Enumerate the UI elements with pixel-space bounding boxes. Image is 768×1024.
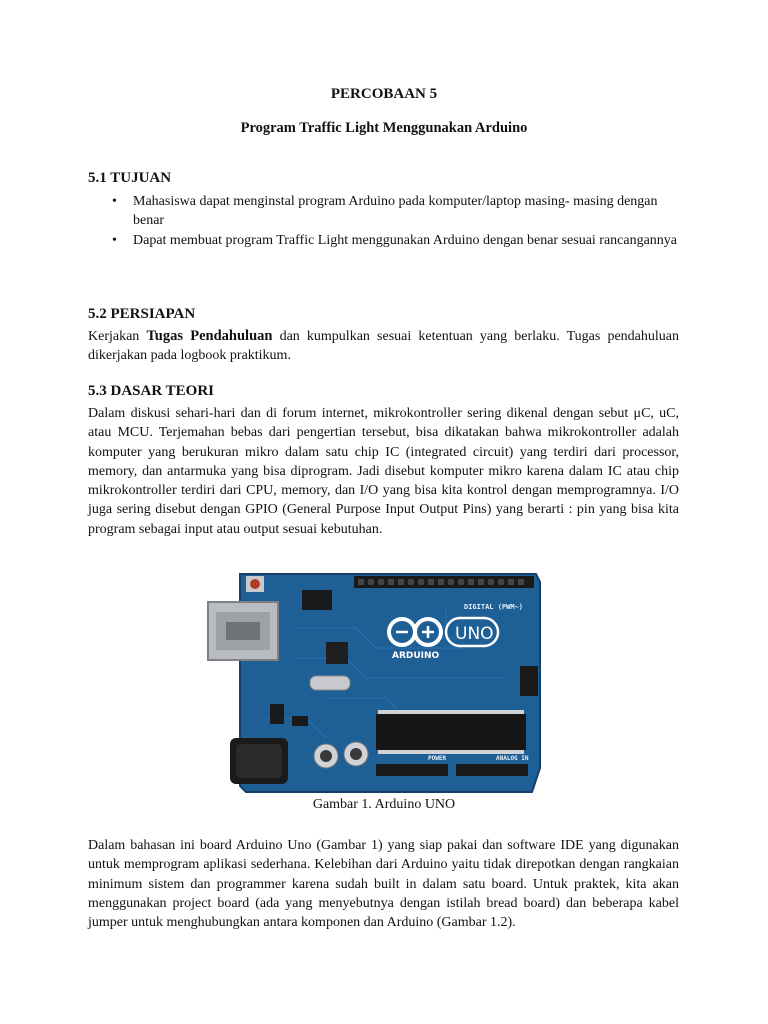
atmega-chip bbox=[376, 714, 526, 750]
persiapan-paragraph bbox=[88, 327, 679, 366]
dasar-teori-paragraph: Dalam diskusi sehari-hari dan di forum internet, mikrokontroller sering dikenal dengan sebut μC, uC, atau MCU. Terjemahan bebas dari pengertian tersebut, bisa dikatakan bahwa mikrokontroller adalah komputer yang berukuran mikro dalam satu chip IC (integrated circuit) yang terdiri dari processor, memory, dan antarmuka yang bisa diprogram. Jadi disebut komputer mikro karena dalam IC atau chip mikrokontroller terdiri dari CPU, memory, dan I/O yang bisa kita kontrol dengan memprogramnya. I/O juga sering disebut dengan GPIO (General Purpose Input Output Pins) yang berarti : pin yang bisa kita program sebagai input atau output sesuai kebutuhan. bbox=[88, 406, 679, 537]
persiapan-text-a: Kerjakan bbox=[88, 329, 147, 344]
uno-logo-text: UNO bbox=[455, 624, 494, 644]
figure-caption: Gambar 1. Arduino UNO bbox=[312, 797, 456, 812]
dasar-teori-paragraph-2: Dalam bahasan ini board Arduino Uno (Gambar 1) yang siap pakai dan software IDE yang digunakan untuk memprogram aplikasi sederhana. Kelebihan dari Arduino yaitu tidak direpotkan dengan rangkaian minimum sistem dan programmer karena sudah built in dalam satu board. Untuk praktek, kita akan menggunakan project board (ada yang menyebutnya dengan istilah bread board) dan beberapa kabel jumper untuk menghubungkan antara komponen dan Arduino (Gambar 1.2). bbox=[88, 838, 679, 931]
power-header bbox=[376, 764, 448, 776]
section-heading-persiapan: 5.2 PERSIAPAN bbox=[88, 306, 196, 322]
analog-label: ANALOG IN bbox=[496, 755, 529, 762]
crystal bbox=[310, 676, 350, 690]
bullet-icon: • bbox=[112, 232, 117, 248]
analog-header bbox=[456, 764, 528, 776]
usb-chip bbox=[326, 642, 348, 664]
persiapan-text-b: dan kumpulkan sesuai ketentuan yang berlaku. Tugas pendahuluan dikerjakan pada logbook praktikum. bbox=[88, 329, 679, 364]
list-item-text: Mahasiswa dapat menginstal program Arduino pada komputer/laptop masing- masing dengan benar bbox=[133, 194, 658, 229]
document-subtitle: Program Traffic Light Menggunakan Arduino bbox=[240, 120, 528, 136]
power-label: POWER bbox=[428, 755, 447, 762]
document-title: PERCOBAAN 5 bbox=[330, 86, 438, 102]
tujuan-list bbox=[108, 192, 678, 250]
section-heading-dasar-teori: 5.3 DASAR TEORI bbox=[88, 383, 214, 399]
bullet-icon: • bbox=[112, 194, 117, 209]
list-item bbox=[108, 192, 678, 231]
list-item-text: Dapat membuat program Traffic Light menggunakan Arduino dengan benar sesuai rancangannya bbox=[133, 232, 678, 248]
arduino-uno-board-image bbox=[206, 568, 545, 796]
digital-label: DIGITAL (PWM~) bbox=[464, 603, 524, 611]
arduino-brand-text: ARDUINO bbox=[392, 651, 440, 661]
persiapan-bold-term: Tugas Pendahuluan bbox=[146, 328, 273, 344]
list-item bbox=[108, 231, 678, 250]
section-heading-tujuan: 5.1 TUJUAN bbox=[88, 170, 172, 186]
